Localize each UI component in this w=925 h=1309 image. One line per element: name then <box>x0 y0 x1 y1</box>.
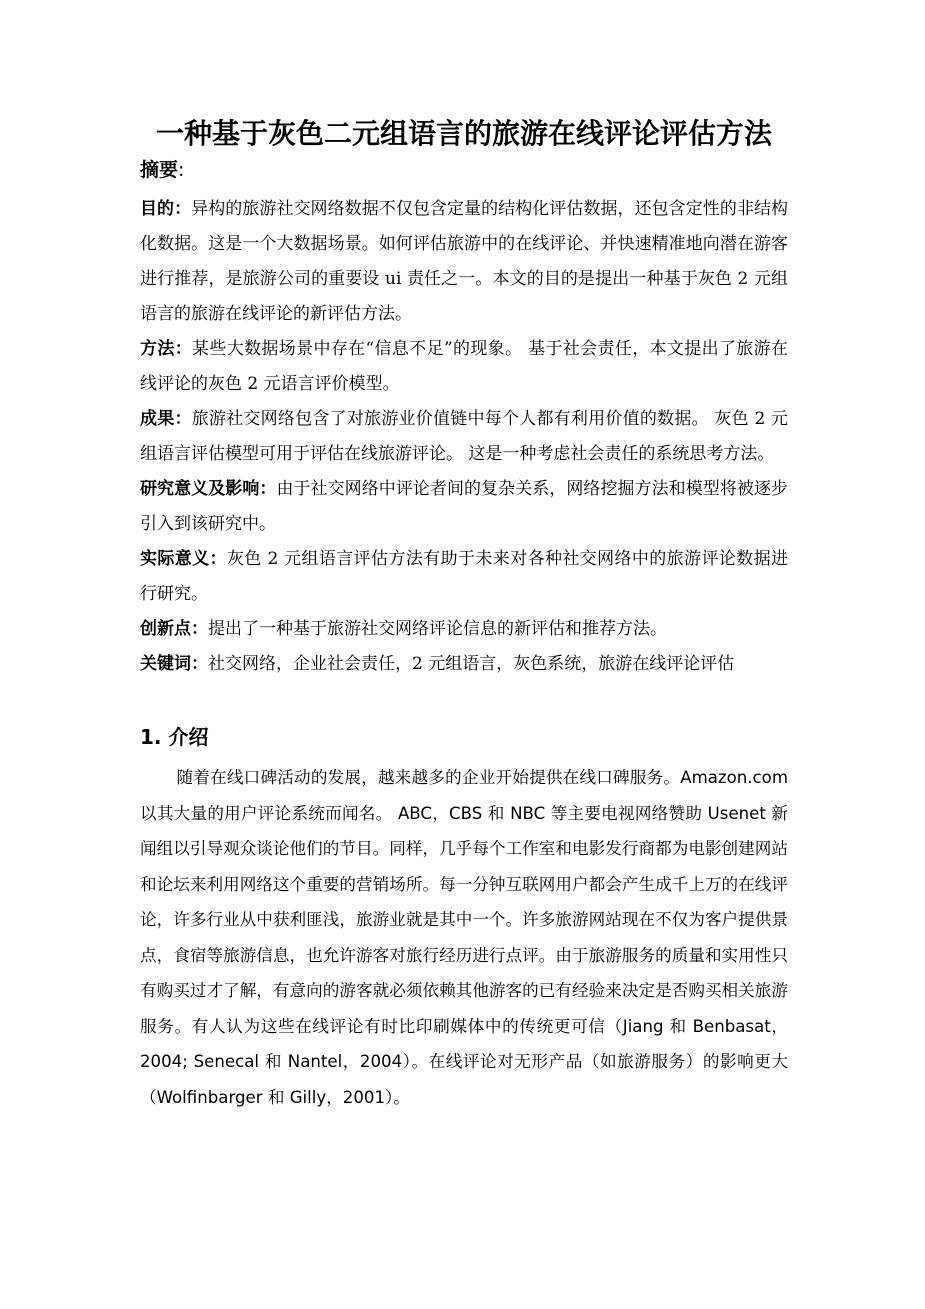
abstract-practical-text: 灰色 2 元组语言评估方法有助于未来对各种社交网络中的旅游评论数据进行研究。 <box>140 549 789 604</box>
section-heading-introduction: 1. 介绍 <box>140 725 209 749</box>
abstract-originality <box>140 612 788 647</box>
abstract-practical <box>140 542 788 612</box>
abstract-keywords <box>140 647 788 682</box>
abstract-purpose <box>140 192 788 332</box>
abstract-keywords-label: 关键词： <box>140 654 208 674</box>
abstract-practical-label: 实际意义： <box>140 549 227 569</box>
abstract-heading-text: 摘要 <box>140 159 179 181</box>
abstract-heading <box>140 156 788 184</box>
abstract-originality-text: 提出了一种基于旅游社交网络评论信息的新评估和推荐方法。 <box>208 619 667 639</box>
abstract-method <box>140 332 788 402</box>
abstract-implications-text: 由于社交网络中评论者间的复杂关系，网络挖掘方法和模型将被逐步引入到该研究中。 <box>140 479 789 534</box>
abstract-implications-label: 研究意义及影响： <box>140 479 277 499</box>
abstract-purpose-label: 目的： <box>140 199 192 219</box>
document-page <box>140 112 788 1115</box>
abstract-heading-colon: : <box>178 159 185 181</box>
abstract-implications <box>140 472 788 542</box>
abstract-results-text: 旅游社交网络包含了对旅游业价值链中每个人都有利用价值的数据。 灰色 2 元组语言评估模型可用于评估在线旅游评论。 这是一种考虑社会责任的系统思考方法。 <box>140 409 789 464</box>
introduction-paragraph: 随着在线口碑活动的发展，越来越多的企业开始提供在线口碑服务。Amazon.com 以其大量的用户评论系统而闻名。 ABC，CBS 和 NBC 等主要电视网络赞助 Usenet 新闻组以引导观众谈论他们的节目。同样，几乎每个工作室和电影发行商都为电影创建网站和论坛来利用网络这个重要的营销场所。每一分钟互联网用户都会产生成千上万的在线评论，许多行业从中获利匪浅，旅游业就是其中一个。许多旅游网站现在不仅为客户提供景点，食宿等旅游信息，也允许游客对旅行经历进行点评。由于旅游服务的质量和实用性只有购买过才了解，有意向的游客就必须依赖其他游客的已有经验来决定是否购买相关旅游服务。有人认为这些在线评论有时比印刷媒体中的传统更可信（Jiang 和 Benbasat，2004; Senecal 和 Nantel，2004）。在线评论对无形产品（如旅游服务）的影响更大（Wolfinbarger 和 Gilly，2001）。 <box>140 768 788 1107</box>
paper-title: 一种基于灰色二元组语言的旅游在线评论评估方法 <box>155 117 772 150</box>
abstract-originality-label: 创新点： <box>140 619 208 639</box>
abstract-method-text: 某些大数据场景中存在“信息不足”的现象。 基于社会责任，本文提出了旅游在线评论的灰色 2 元语言评价模型。 <box>140 339 788 394</box>
abstract-results-label: 成果： <box>140 409 192 429</box>
abstract-method-label: 方法： <box>140 339 193 359</box>
abstract-results <box>140 402 788 472</box>
abstract-keywords-text: 社交网络，企业社会责任，2 元组语言，灰色系统，旅游在线评论评估 <box>208 654 735 674</box>
abstract-purpose-text: 异构的旅游社交网络数据不仅包含定量的结构化评估数据，还包含定性的非结构化数据。这是一个大数据场景。如何评估旅游中的在线评论、并快速精准地向潜在游客进行推荐，是旅游公司的重要设 ui 责任之一。本文的目的是提出一种基于灰色 2 元组语言的旅游在线评论的新评估方法。 <box>140 199 789 324</box>
